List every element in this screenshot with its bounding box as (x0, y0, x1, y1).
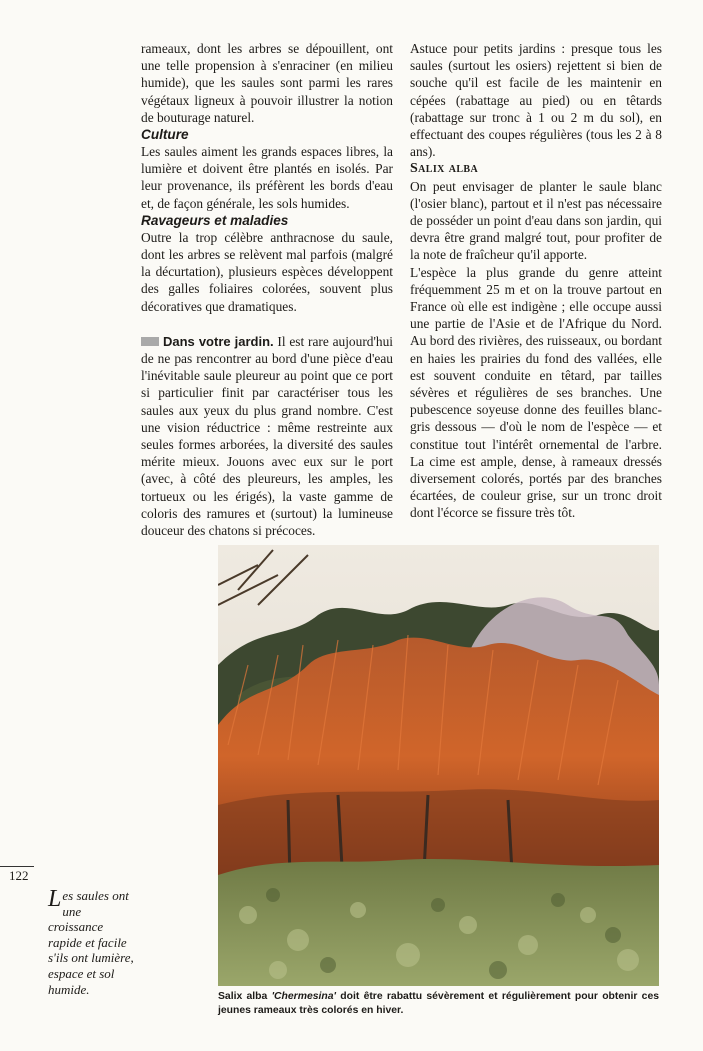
caption-text: doit être rabattu sévèrement et régulièrement pour obtenir ces jeunes rameaux très colorés en hiver. (218, 991, 660, 1016)
willow-photo (218, 545, 659, 986)
species-paragraph-2: L'espèce la plus grande du genre atteint fréquemment 25 m et on la trouve partout en France où elle est indigène ; elle occupe aussi une partie de l'Asie et de l'Afrique du Nord. Au bord des rivières, des ruisseaux, ou bordant en haies les prairies du fond des vallées, elle est souvent conduite en têtard, par tailles sévères et régulières de ses branches. Une pubescence soyeuse donne des feuilles blanc-gris dessous — d'où le nom de l'espèce — et constitue tout l'intérêt ornemental de l'arbre. La cime est ample, dense, à rameaux dressés diversement colorés, portés par des branches écartées, de couleur grise, sur un tronc droit dont l'écorce se fissure très tôt. (410, 264, 662, 521)
caption-species: Salix alba (218, 991, 272, 1002)
caption-cultivar: 'Chermesina' (271, 991, 337, 1002)
culture-heading: Culture (141, 127, 189, 143)
side-note-dropcap: L (48, 886, 62, 912)
section-marker-bar (141, 337, 159, 346)
left-column (141, 40, 393, 539)
photo-caption (218, 990, 659, 1017)
right-column (410, 40, 662, 522)
culture-paragraph: Les saules aiment les grands espaces libres, la lumière et doivent être plantés en isolés. Par leur provenance, ils préfèrent les bords d'eau et, de façon générale, les sols humides. (141, 144, 393, 211)
side-note (48, 888, 138, 997)
garden-text: Il est rare aujourd'hui de ne pas rencontrer au bord d'une pièce d'eau l'inévitable saule pleureur au point que ce port si particulier finit par caractériser tous les saules aux yeux du plus grand nombre. C'est une vision réductrice : même restreinte aux seules formes arborées, la diversité des saules mérite mieux. Jouons avec eux sur le port (avec, à côté des pleureurs, les amples, les tortueux ou les érigés), la vaste gamme de coloris des ramures et (surtout) la lumineuse douceur des chatons si précoces. (141, 333, 394, 539)
species-paragraph-1: On peut envisager de planter le saule blanc (l'osier blanc), partout et il n'est pas nécessaire de posséder un point d'eau dans son jardin, qui devra être grand malgré tout, pour profiter de la note de fraîcheur qu'il apporte. (410, 178, 662, 263)
species-heading: Salix alba (410, 161, 479, 177)
garden-label: Dans votre jardin. (163, 333, 274, 349)
pests-heading: Ravageurs et maladies (141, 212, 289, 228)
side-note-text: es saules ont une croissance rapide et facile s'ils ont lumière, espace et sol humide. (48, 888, 134, 997)
tip-paragraph: Astuce pour petits jardins : presque tous les saules (surtout les osiers) rejettent si bien de souche qu'il est facile de les maintenir en cépées (rabattage au pied) ou en têtards (rabattage sur tronc à 1 ou 2 m du sol), en effectuant des coupes régulières (tous les 2 à 8 ans). (410, 41, 662, 160)
garden-paragraph (141, 333, 393, 539)
page-number: 122 (9, 868, 29, 883)
pests-paragraph: Outre la trop célèbre anthracnose du saule, dont les arbres se relèvent mal parfois (malgré la décurtation), plusieurs espèces développent des galles foliaires colorées, souvent plus décoratives que dramatiques. (141, 229, 393, 314)
page-number-rule (0, 866, 34, 867)
paragraph-intro: rameaux, dont les arbres se dépouillent, ont une telle propension à s'enraciner (en milieu humide), que les saules sont parmi les rares végétaux ligneux à pouvoir illustrer la notion de bouturage naturel. (141, 41, 393, 125)
